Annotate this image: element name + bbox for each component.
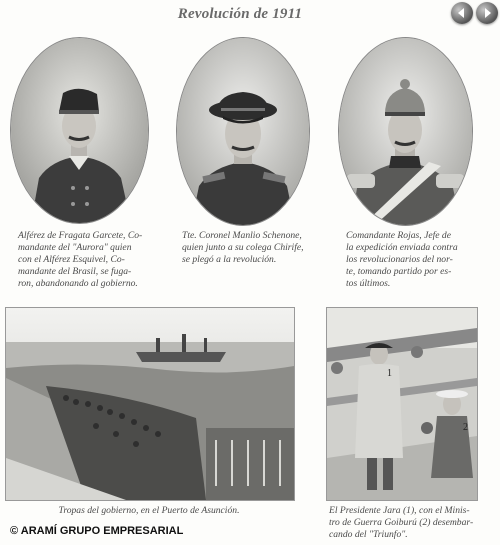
marker-1: 1	[387, 368, 392, 379]
jara-photo	[326, 307, 478, 501]
page-title: Revolución de 1911	[177, 6, 303, 22]
caption-garcete: Alférez de Fragata Garcete, Co- mandante del "Aurora" quien con el Alférez Esquivel, Co- mandante del Brasil, se fuga- ron, abandonando al gobierno.	[18, 230, 143, 289]
portrait-rojas	[338, 37, 473, 226]
caption-port-photo: Tropas del gobierno, en el Puerto de Asunción.	[58, 505, 240, 516]
arrow-right-icon	[476, 2, 498, 24]
portrait-schenone	[176, 37, 310, 226]
marker-2: 2	[463, 422, 468, 433]
caption-rojas: Comandante Rojas, Jefe de la expedición enviada contra los revolucionarios del nor- te, tomando partido por es- tos últimos.	[346, 230, 458, 289]
next-page-button[interactable]	[476, 2, 498, 24]
caption-schenone: Tte. Coronel Manlio Schenone, quien junto a su colega Chirife, se plegó a la revolución.	[182, 230, 304, 265]
port-photo	[5, 307, 295, 501]
arrow-left-icon	[451, 2, 473, 24]
caption-jara-photo: El Presidente Jara (1), con el Minis- tro de Guerra Goiburú (2) desembar- cando del "Triunfo".	[329, 505, 474, 540]
copyright-footer: © ARAMÍ GRUPO EMPRESARIAL	[10, 525, 184, 537]
prev-page-button[interactable]	[451, 2, 473, 24]
portrait-garcete	[10, 37, 149, 224]
